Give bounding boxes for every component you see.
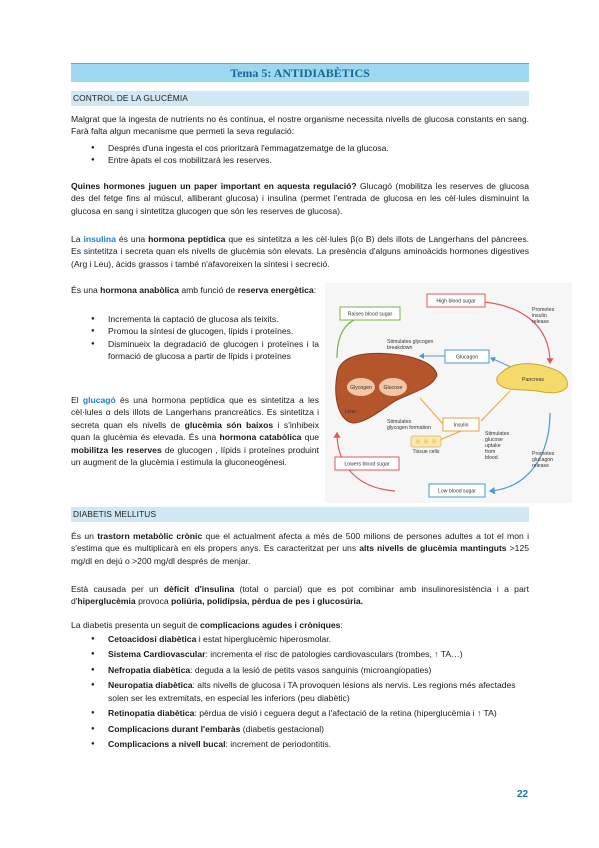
complication-name: Neuropatia diabètica [108, 680, 193, 691]
question-text: Quines hormones juguen un paper important en aquesta regulació? [71, 181, 357, 191]
stim-formation-line1: Stimulates [387, 419, 412, 425]
insulin-to-liver-line [420, 398, 443, 424]
insulin-label: Insulin [453, 422, 469, 429]
raises-blood-sugar-label: Raises blood sugar [347, 311, 393, 318]
paragraph-diabetes-cause [71, 583, 529, 608]
text: Està causada per un [71, 584, 164, 594]
bullet-list-complications [91, 633, 529, 751]
stim-breakdown-line1: Stimulates glycogen [387, 339, 434, 345]
page-number: 22 [517, 789, 529, 800]
stim-uptake-line5: blood [485, 455, 498, 461]
text: que es sintetitza a les cèl·lules β(o B) dels illots de Langerhans del pàncrees. Es sintetitza i secreta quan els nivells de glucèmia són elevats. La presència d'alguns aminoàcids hormones digestives (Arg i Leu), àcids grassos i també n'afavoreixen la síntesi i secreció. [71, 234, 530, 269]
text: que el actualment afecta a més de 500 milions de persones adultes a tot el mon i s'estima que es multiplicarà en els propers anys. Es caracteritzat per uns [71, 531, 529, 554]
text: i s'inhibeix quan la glucèmia és elevada. És una [71, 419, 319, 443]
paragraph-complications-intro [71, 619, 529, 631]
text: provoca [135, 596, 172, 607]
text: És un [71, 531, 98, 541]
pancreas-label: Pancreas [522, 377, 544, 383]
trastorn-metabolic: trastorn metabòlic crònic [97, 531, 203, 541]
section-header-diabetis: DIABETIS MELLITUS [71, 507, 529, 522]
complication-detail: : deguda a la lesió de petits vasos sanguinis (microangiopaties) [190, 664, 432, 675]
text: és una [115, 234, 149, 244]
hormona-catabolica: hormona catabòlica [219, 432, 302, 443]
complication-detail: i estat hiperglucèmic hiperosmolar. [196, 634, 332, 644]
diagram-svg [325, 283, 572, 503]
arc-raises [337, 315, 370, 358]
pancreas-to-glucagon-arrow [491, 358, 513, 368]
text: La diabetis presenta un seguit de [71, 620, 200, 630]
mobilitza-reserves: mobilitza les reserves [71, 444, 162, 455]
glucemia-baixos: glucèmia són baixos [184, 419, 274, 430]
liver-label: Liver [345, 409, 357, 415]
bullet-list-regulation [91, 142, 511, 167]
list-item: ● Després d'una ingesta el cos prioritzarà l'emmagatzematge de la glucosa. [91, 142, 511, 154]
section-header-glucemia: CONTROL DE LA GLUCÈMIA [71, 91, 529, 106]
complication-name: Sistema Cardiovascular [108, 649, 206, 660]
hormona-anabolica: hormona anabòlica [100, 285, 179, 295]
glucagon-label: Glucagon [455, 354, 479, 361]
complicacions: complicacions agudes i cròniques [200, 620, 341, 630]
promotes-insulin-line2: insulin [532, 313, 547, 319]
alts-nivells-glucemia: alts nivells de glucèmia mantinguts [359, 543, 507, 554]
text: amb funció de [178, 285, 238, 295]
promotes-glucagon-line2: glucagon [532, 457, 554, 463]
insulina-term: insulina [83, 234, 116, 244]
text: que [301, 432, 319, 443]
pancreas-to-insulin-line [481, 391, 510, 421]
text: >125 mg/dl en dejú o >200 mg/dl després de menjar. [71, 543, 530, 566]
stim-uptake-line1: Stimulates [485, 431, 510, 437]
list-item [91, 679, 529, 704]
paragraph-insulin [71, 233, 529, 270]
list-item [91, 738, 529, 750]
list-item [91, 707, 529, 719]
tissue-cell [424, 439, 428, 443]
glucago-term: glucagó [82, 395, 116, 405]
paragraph-glucagon [71, 394, 319, 469]
list-item [91, 723, 529, 735]
text: : [313, 285, 317, 295]
stim-breakdown-line2: breakdown [387, 345, 413, 351]
promotes-glucagon-line1: Promotes [532, 451, 555, 457]
paragraph-hormones [71, 180, 529, 217]
glycogen-label: Glycogen [350, 385, 372, 391]
text: La [71, 234, 84, 244]
stim-uptake-line4: from [485, 449, 496, 455]
complication-detail: : alts nivells de glucosa i TA provoquen lesions als nervis. Les regions més afectades solen ser les extremitats, en especial les inferiors (peu diabètic) [108, 680, 516, 703]
symptoms: poliúria, polidípsia, pèrdua de pes i glucosúria. [171, 596, 364, 607]
list-item [91, 633, 529, 645]
glucose-regulation-diagram [325, 283, 572, 503]
paragraph-intro: Malgrat que la ingesta de nutrients no és contínua, el nostre organisme necessita nivells de glucosa constants en sang. Farà falta algun mecanisme que permeti la seva regulació: [71, 114, 529, 137]
stim-uptake-line3: uptake [485, 443, 501, 449]
text: és una hormona peptídica que es sintetitza a les cèl·lules α dels illots de Langerhans prancreàtics. Es sintetitza i secreta quan els nivells de [71, 395, 320, 430]
list-item: ● Promou la síntesi de glucogen, lípids i proteïnes. [91, 325, 319, 337]
complication-name: Nefropatia diabètica [108, 664, 191, 675]
hormona-peptidica: hormona peptídica [148, 234, 226, 244]
complication-name: Cetoacidosi diabètica [108, 634, 197, 644]
complication-detail: : pèrdua de visió i ceguera degut a l'afectació de la retina (hiperglucèmia i ↑ TA) [194, 708, 497, 719]
deficit-insulina: dèficit d'insulina [163, 584, 235, 594]
tissue-cell [432, 439, 436, 443]
high-blood-sugar-label: High blood sugar [436, 298, 476, 305]
list-item [91, 648, 529, 660]
list-item: ● Entre àpats el cos mobilitzarà les reserves. [91, 154, 511, 166]
stim-formation-line2: glycogen formation [387, 425, 431, 431]
promotes-glucagon-line3: release [532, 463, 550, 469]
bullet-list-insulin-effects [91, 313, 319, 363]
text: (total o parcial) que es pot combinar amb insulinoresistència i a part d' [71, 584, 529, 607]
paragraph-diabetes-definition [71, 530, 529, 567]
complication-name: Complicacions a nivell bucal [108, 739, 226, 750]
text: És una [71, 285, 101, 295]
stim-uptake-line2: glucose [485, 437, 503, 443]
tissue-cells-label: Tissue cells [412, 449, 440, 455]
complication-name: Complicacions durant l'embaràs [108, 723, 241, 734]
list-item: ● Disminueix la degradació de glucogen i proteïnes i la formació de glucosa a partir de lípids i proteïnes [91, 338, 319, 363]
reserva-energetica: reserva energètica [237, 285, 314, 295]
complication-detail: (diabetis gestacional) [240, 723, 325, 734]
tissue-cell [416, 439, 420, 443]
glucose-label: Glucose [383, 385, 403, 391]
complication-name: Retinopatia diabètica [108, 708, 195, 719]
lowers-blood-sugar-label: Lowers blood sugar [344, 461, 390, 468]
text: El [71, 395, 83, 405]
low-blood-sugar-label: Low blood sugar [437, 488, 477, 495]
complication-detail: : increment de periodontitis. [225, 739, 332, 750]
list-item: ● Incrementa la captació de glucosa als teixits. [91, 313, 319, 325]
page-title: Tema 5: ANTIDIABÈTICS [71, 63, 529, 82]
text: de glucogen , lípids i proteïnes produint un augment de la glucèmia i estimula la gluconeogènesi. [71, 444, 320, 468]
paragraph-anabolic [71, 284, 319, 296]
complication-detail: : incrementa el risc de patologies cardiovasculars (trombes, ↑ TA…) [205, 649, 463, 660]
text: : [340, 620, 343, 630]
hormones-text: Glucagó (mobilitza les reserves de glucosa des del fetge fins al múscul, alliberant glucosa) i insulina (permet l'entrada de glucosa en les cèl·lules disminuint la glucosa en sang i sintetitza glucogen que són les reserves de glucosa). [71, 181, 529, 216]
promotes-insulin-line1: Promotes [532, 307, 555, 313]
list-item [91, 664, 529, 676]
hiperglucemia: hiperglucèmia [77, 596, 136, 607]
promotes-insulin-line3: release [532, 319, 550, 325]
